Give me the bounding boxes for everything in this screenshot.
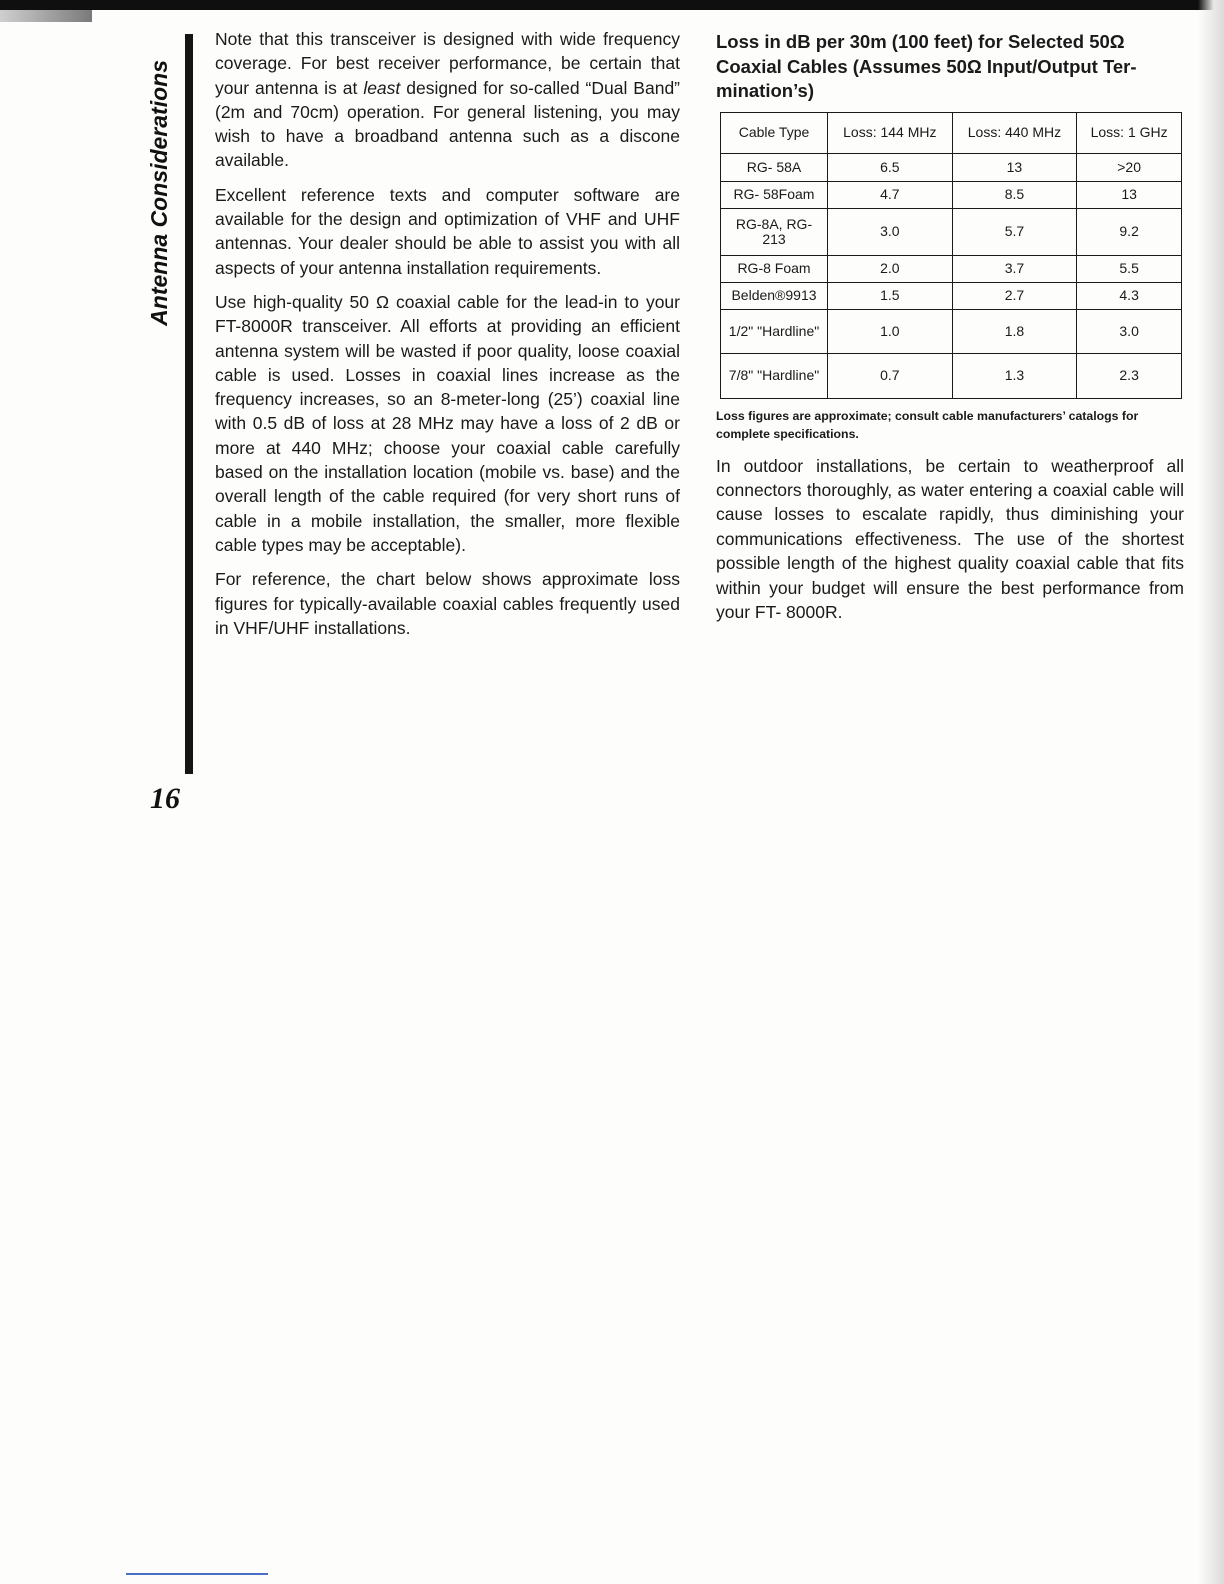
table-cell: 9.2	[1077, 208, 1182, 255]
table-row	[721, 282, 1182, 309]
emphasis-text: least	[363, 77, 401, 98]
scan-corner-mark	[0, 10, 92, 22]
paragraph-reference-texts: Excellent reference texts and computer software are available for the design and optimization of VHF and UHF antennas. Your dealer should be able to assist you with all aspects of your antenna installation requirements.	[215, 184, 680, 278]
table-cell: 5.5	[1077, 255, 1182, 282]
table-cell: 4.7	[828, 181, 953, 208]
table-cell: 8.5	[952, 181, 1077, 208]
bottom-rule	[126, 1573, 268, 1575]
table-cell: 13	[1077, 181, 1182, 208]
table-cell: RG-8A, RG-213	[721, 208, 828, 255]
left-column	[215, 27, 680, 650]
table-cell: RG- 58Foam	[721, 181, 828, 208]
table-cell: 6.5	[828, 153, 953, 181]
table-cell: 2.7	[952, 282, 1077, 309]
table-row	[721, 353, 1182, 398]
table-cell: 1/2" "Hardline"	[721, 309, 828, 353]
paragraph-text: designed for so-called “Dual Band” (2m and 70cm) operation. For general listening, you may wish to have a broadband antenna such as a discone available.	[215, 77, 680, 171]
table-cell: RG-8 Foam	[721, 255, 828, 282]
section-tab-title: Antenna Considerations	[146, 60, 172, 326]
table-row	[721, 208, 1182, 255]
table-cell: 2.3	[1077, 353, 1182, 398]
table-row	[721, 181, 1182, 208]
right-column	[716, 30, 1184, 624]
table-title: Loss in dB per 30m (100 feet) for Selected 50Ω Coaxial Cables (Assumes 50Ω Input/Output Termination’s)	[716, 31, 1137, 101]
paragraph-outdoor-installations: In outdoor installations, be certain to weatherproof all connectors thoroughly, as water entering a coaxial cable will cause losses to escalate rapidly, thus diminishing your communications effectiveness. The use of the shortest possible length of the highest quality coaxial cable that fits within your budget will ensure the best performance from your FT- 8000R.	[716, 455, 1184, 622]
column-header: Cable Type	[721, 112, 828, 153]
table-cell: 3.7	[952, 255, 1077, 282]
scan-right-edge	[1198, 0, 1224, 1584]
table-cell: 1.0	[828, 309, 953, 353]
table-row	[721, 153, 1182, 181]
page-number: 16	[150, 782, 180, 815]
column-header: Loss: 144 MHz	[828, 112, 953, 153]
table-cell: 2.0	[828, 255, 953, 282]
table-cell: 3.0	[1077, 309, 1182, 353]
table-cell: >20	[1077, 153, 1182, 181]
table-cell: 1.5	[828, 282, 953, 309]
table-cell: RG- 58A	[721, 153, 828, 181]
table-cell: 7/8" "Hardline"	[721, 353, 828, 398]
table-cell: 1.8	[952, 309, 1077, 353]
table-row	[721, 255, 1182, 282]
table-cell: 1.3	[952, 353, 1077, 398]
scan-top-edge	[0, 0, 1224, 10]
table-row	[721, 309, 1182, 353]
paragraph-wide-coverage	[215, 27, 680, 173]
table-cell: 3.0	[828, 208, 953, 255]
column-header: Loss: 1 GHz	[1077, 112, 1182, 153]
paragraph-coaxial-cable: Use high-quality 50 Ω coaxial cable for the lead-in to your FT-8000R transceiver. All efforts at providing an efficient antenna system will be wasted if poor quality, loose coaxial cable is used. Losses in coaxial lines increase as the frequency increases, so an 8-meter-long (25’) coaxial line with 0.5 dB of loss at 28 MHz may have a loss of 2 dB or more at 440 MHz; choose your coaxial cable carefully based on the installation location (mobile vs. base) and the overall length of the cable required (for very short runs of cable in a mobile installation, the smaller, more flexible cable types may be acceptable).	[215, 291, 680, 555]
table-footnote: Loss figures are approximate; consult cable manufacturers’ catalogs for complete specifications.	[716, 408, 1139, 441]
column-header: Loss: 440 MHz	[952, 112, 1077, 153]
table-cell: 0.7	[828, 353, 953, 398]
table-cell: Belden®9913	[721, 282, 828, 309]
table-header-row	[721, 112, 1182, 153]
section-tab	[141, 34, 177, 774]
table-cell: 5.7	[952, 208, 1077, 255]
table-cell: 4.3	[1077, 282, 1182, 309]
table-cell: 13	[952, 153, 1077, 181]
paragraph-chart-reference: For reference, the chart below shows approximate loss figures for typically-available coaxial cables frequently used in VHF/UHF installations.	[215, 569, 680, 638]
cable-loss-table	[720, 112, 1182, 399]
paragraph-text: Note that this transceiver is designed with wide frequency coverage. For best receiver performance, be certain that your antenna is at	[215, 29, 680, 98]
section-tab-bar	[185, 34, 193, 774]
